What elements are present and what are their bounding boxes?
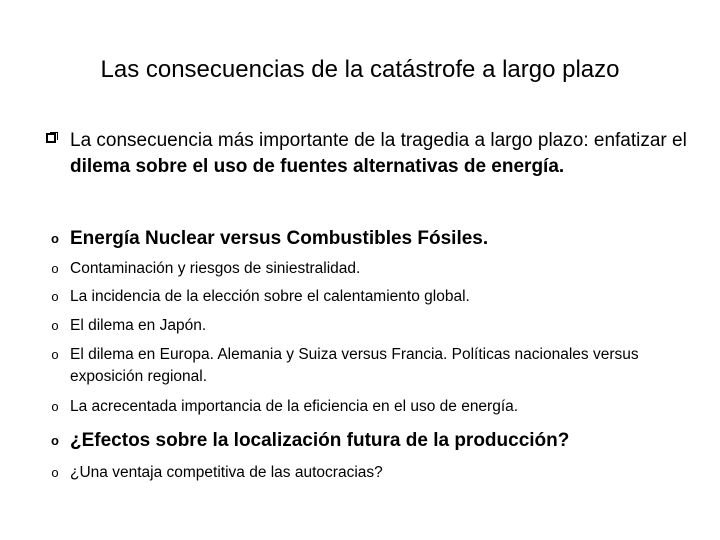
list-item-text: ¿Una ventaja competitiva de las autocracias? (70, 464, 383, 481)
bullet-icon: o (51, 399, 59, 414)
bullet-icon: o (51, 347, 59, 362)
intro-text-normal: La consecuencia más importante de la tragedia a largo plazo: enfatizar el (70, 130, 687, 151)
list-item-text: Contaminación y riesgos de siniestralidad. (70, 260, 361, 277)
list-item-text: Energía Nuclear versus Combustibles Fósiles. (70, 228, 489, 249)
bullet-icon: o (51, 261, 59, 276)
checkbox-square-icon (46, 133, 56, 143)
slide-title: Las consecuencias de la catástrofe a largo plazo (100, 56, 620, 83)
bullet-icon: o (51, 465, 59, 480)
bullet-icon: o (51, 318, 59, 333)
list-item-text: La acrecentada importancia de la eficiencia en el uso de energía. (70, 398, 519, 415)
intro-text (70, 128, 698, 180)
intro-text-bold: dilema sobre el uso de fuentes alternativas de energía. (70, 156, 565, 177)
list-item-text: La incidencia de la elección sobre el calentamiento global. (70, 288, 470, 305)
bullet-icon: o (51, 433, 59, 448)
list-item-text: El dilema en Japón. (70, 317, 207, 334)
list-item-text: El dilema en Europa. Alemania y Suiza versus Francia. Políticas nacionales versus exposición regional. (70, 346, 639, 385)
bullet-icon: o (51, 289, 59, 304)
bullet-icon: o (51, 231, 59, 246)
list-item-text: ¿Efectos sobre la localización futura de la producción? (70, 430, 570, 451)
